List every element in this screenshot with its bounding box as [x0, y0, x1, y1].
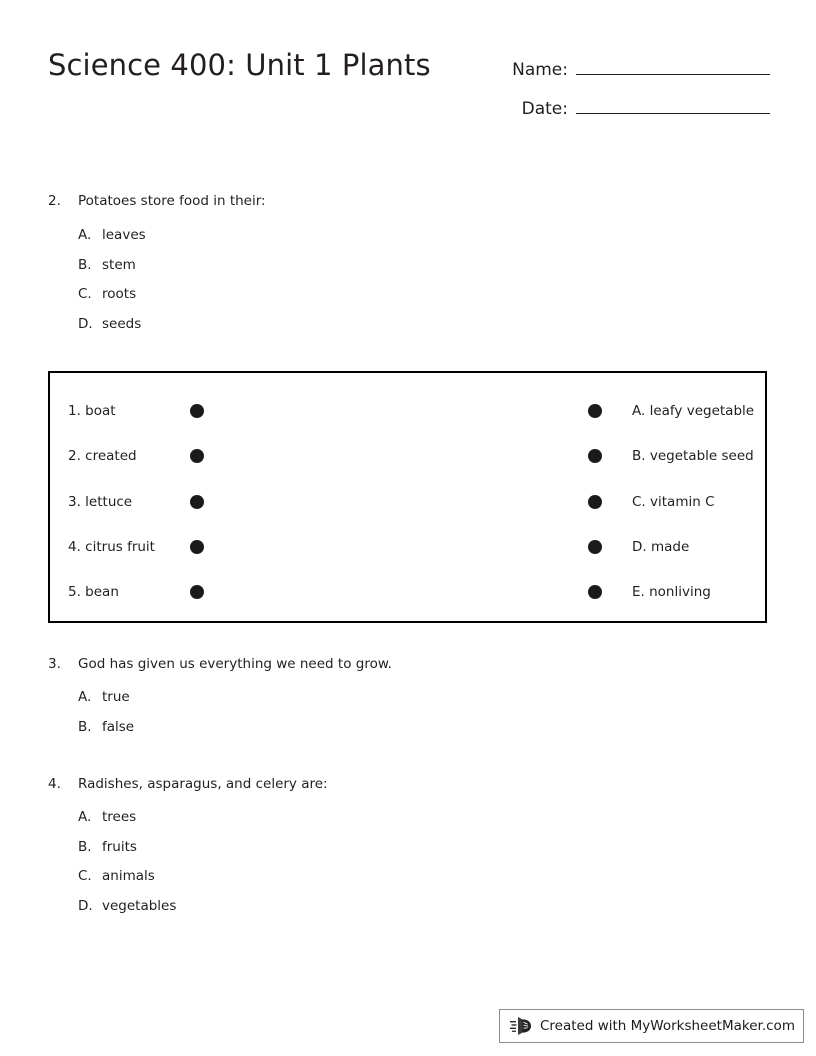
option-row[interactable]	[78, 839, 768, 869]
date-label: Date:	[521, 99, 568, 119]
matching-right-dot-icon[interactable]	[588, 540, 602, 554]
option-text: leaves	[102, 227, 146, 243]
matching-right-label: B. vegetable seed	[632, 448, 754, 464]
matching-left-dot-icon[interactable]	[190, 495, 204, 509]
question-block-2	[48, 193, 768, 345]
question-number: 4.	[48, 776, 61, 792]
matching-right-item[interactable]	[588, 538, 768, 556]
matching-right-label: D. made	[632, 539, 690, 555]
question-heading	[48, 193, 768, 209]
matching-left-item[interactable]	[68, 583, 328, 601]
matching-left-dot-icon[interactable]	[190, 585, 204, 599]
matching-columns	[50, 373, 765, 621]
option-letter: D.	[78, 315, 93, 332]
matching-left-label: 2. created	[68, 448, 137, 464]
matching-exercise-box	[48, 371, 767, 623]
option-text: vegetables	[102, 897, 177, 914]
matching-right-dot-icon[interactable]	[588, 404, 602, 418]
matching-left-dot-icon[interactable]	[190, 449, 204, 463]
option-row[interactable]	[78, 868, 768, 898]
option-text: stem	[102, 256, 136, 273]
name-input-line[interactable]	[576, 50, 770, 75]
question-text: Radishes, asparagus, and celery are:	[78, 776, 328, 792]
matching-left-item[interactable]	[68, 538, 328, 556]
question-heading	[48, 656, 768, 672]
option-text: trees	[102, 809, 137, 825]
option-row[interactable]	[78, 689, 768, 719]
option-text: seeds	[102, 315, 142, 332]
name-label: Name:	[512, 60, 568, 80]
question-number: 3.	[48, 656, 61, 672]
worksheet-header	[0, 0, 816, 150]
matching-right-item[interactable]	[588, 447, 768, 465]
option-text: roots	[102, 286, 137, 302]
matching-right-label: C. vitamin C	[632, 494, 715, 510]
option-row[interactable]	[78, 719, 768, 749]
footer-text: Created with MyWorksheetMaker.com	[540, 1018, 795, 1034]
question-text: God has given us everything we need to grow.	[78, 656, 392, 672]
matching-right-label: E. nonliving	[632, 584, 711, 600]
matching-right-item[interactable]	[588, 583, 768, 601]
option-letter: A.	[78, 227, 92, 243]
matching-right-item[interactable]	[588, 493, 768, 511]
question-block-3	[48, 656, 768, 748]
option-row[interactable]	[78, 316, 768, 346]
option-row[interactable]	[78, 227, 768, 257]
option-letter: B.	[78, 256, 92, 273]
option-letter: D.	[78, 897, 93, 914]
name-field-row	[440, 50, 770, 80]
option-text: animals	[102, 868, 155, 884]
matching-right-dot-icon[interactable]	[588, 449, 602, 463]
matching-right-item[interactable]	[588, 402, 768, 420]
matching-left-item[interactable]	[68, 447, 328, 465]
question-block-4	[48, 776, 768, 927]
option-letter: C.	[78, 868, 92, 884]
page-title: Science 400: Unit 1 Plants	[48, 48, 431, 82]
matching-left-label: 5. bean	[68, 584, 119, 600]
option-letter: C.	[78, 286, 92, 302]
date-input-line[interactable]	[576, 89, 770, 114]
matching-left-dot-icon[interactable]	[190, 540, 204, 554]
matching-left-dot-icon[interactable]	[190, 404, 204, 418]
question-text: Potatoes store food in their:	[78, 193, 266, 209]
option-row[interactable]	[78, 286, 768, 316]
option-letter: A.	[78, 689, 92, 705]
footer-attribution-badge[interactable]	[499, 1009, 804, 1043]
matching-right-dot-icon[interactable]	[588, 495, 602, 509]
matching-right-dot-icon[interactable]	[588, 585, 602, 599]
option-text: false	[102, 718, 135, 735]
option-row[interactable]	[78, 809, 768, 839]
matching-left-item[interactable]	[68, 493, 328, 511]
option-row[interactable]	[78, 898, 768, 928]
date-field-row	[440, 89, 770, 119]
option-row[interactable]	[78, 257, 768, 287]
matching-left-item[interactable]	[68, 402, 328, 420]
question-number: 2.	[48, 193, 61, 209]
option-letter: B.	[78, 718, 92, 735]
matching-right-label: A. leafy vegetable	[632, 403, 755, 419]
options-list	[48, 809, 768, 927]
matching-left-label: 1. boat	[68, 403, 116, 419]
options-list	[48, 227, 768, 345]
option-text: fruits	[102, 838, 137, 855]
option-text: true	[102, 689, 130, 705]
question-heading	[48, 776, 768, 792]
options-list	[48, 689, 768, 748]
option-letter: A.	[78, 809, 92, 825]
worksheet-maker-logo-icon	[510, 1015, 536, 1037]
option-letter: B.	[78, 838, 92, 855]
matching-left-label: 4. citrus fruit	[68, 539, 155, 555]
matching-left-label: 3. lettuce	[68, 494, 133, 510]
